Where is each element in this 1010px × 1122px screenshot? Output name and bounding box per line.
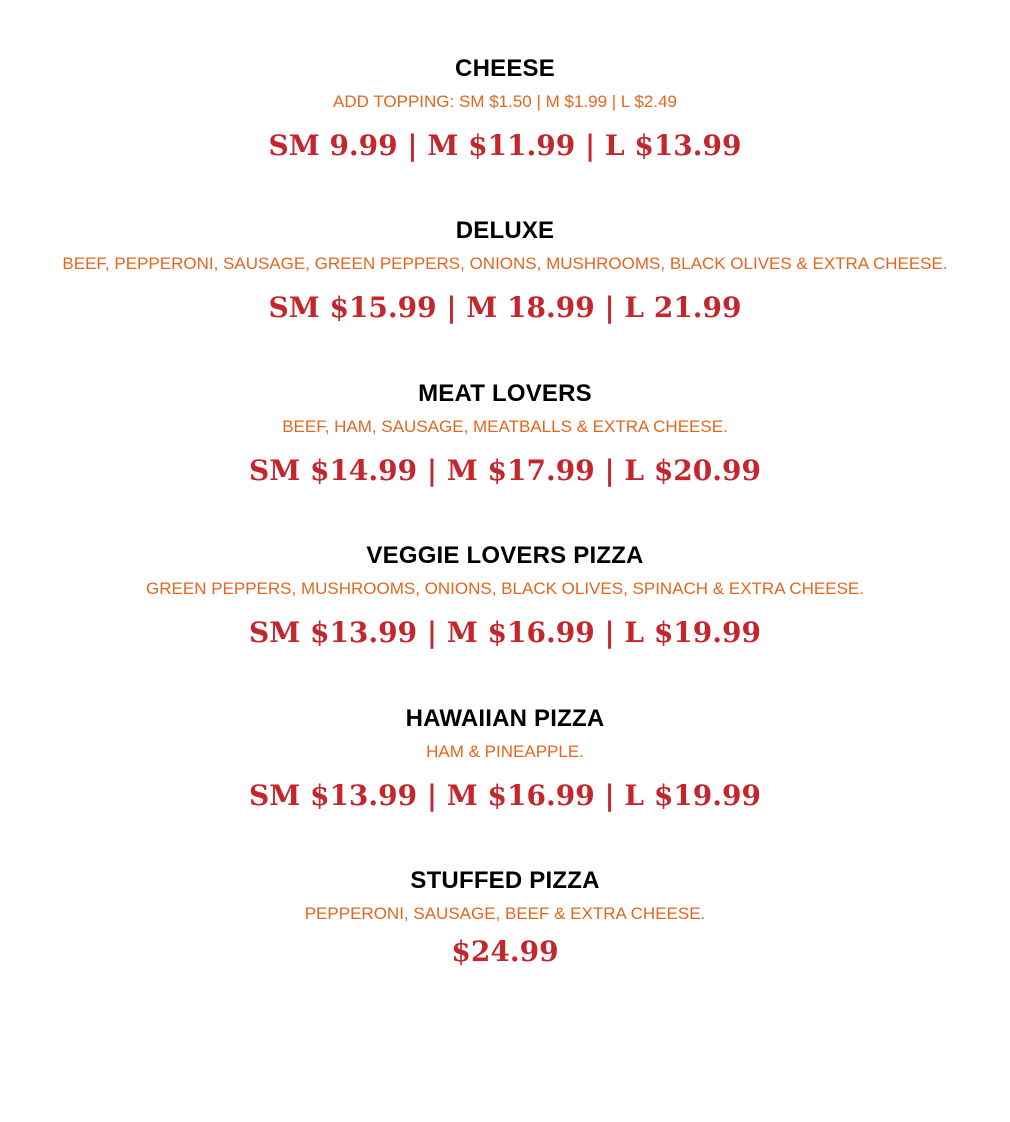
item-price: SM $13.99 | M $16.99 | L $19.99 <box>249 616 761 649</box>
item-description: PEPPERONI, SAUSAGE, BEEF & EXTRA CHEESE. <box>304 904 706 923</box>
item-title: CHEESE <box>455 55 555 82</box>
item-title: MEAT LOVERS <box>418 380 592 407</box>
item-description: HAM & PINEAPPLE. <box>426 742 584 761</box>
item-title: HAWAIIAN PIZZA <box>405 705 605 732</box>
item-description: BEEF, HAM, SAUSAGE, MEATBALLS & EXTRA CHEESE. <box>282 417 728 436</box>
item-price: SM $13.99 | M $16.99 | L $19.99 <box>249 779 761 812</box>
item-price: SM 9.99 | M $11.99 | L $13.99 <box>268 129 742 162</box>
item-price: SM $15.99 | M 18.99 | L 21.99 <box>268 291 742 324</box>
item-description: GREEN PEPPERS, MUSHROOMS, ONIONS, BLACK OLIVES, SPINACH & EXTRA CHEESE. <box>146 579 864 598</box>
item-price: SM $14.99 | M $17.99 | L $20.99 <box>249 454 761 487</box>
item-title: DELUXE <box>455 217 555 244</box>
item-price: $24.99 <box>451 935 559 968</box>
item-title: STUFFED PIZZA <box>410 867 600 894</box>
item-title: VEGGIE LOVERS PIZZA <box>366 542 644 569</box>
item-description: ADD TOPPING: SM $1.50 | M $1.99 | L $2.49 <box>333 92 677 111</box>
item-description: BEEF, PEPPERONI, SAUSAGE, GREEN PEPPERS, ONIONS, MUSHROOMS, BLACK OLIVES & EXTRA CHEESE. <box>62 254 948 273</box>
